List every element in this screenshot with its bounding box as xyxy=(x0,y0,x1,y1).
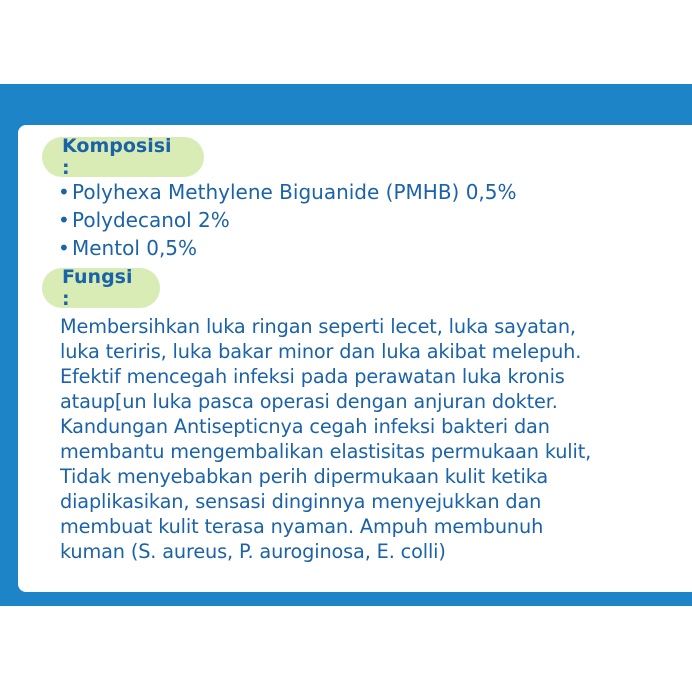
list-item xyxy=(58,206,517,234)
paragraph-line: Membersihkan luka ringan seperti lecet, luka sayatan, xyxy=(60,315,576,338)
list-item-text: Polyhexa Methylene Biguanide (PMHB) 0,5% xyxy=(72,180,517,204)
list-item-text: Polydecanol 2% xyxy=(72,208,230,232)
list-item-text: Mentol 0,5% xyxy=(72,236,198,260)
bullet-icon: • xyxy=(58,208,70,232)
bullet-icon: • xyxy=(58,236,70,260)
paragraph-line: luka teriris, luka bakar minor dan luka akibat melepuh. xyxy=(60,340,582,363)
list-item xyxy=(58,234,517,262)
paragraph-line: ataup[un luka pasca operasi dengan anjuran dokter. xyxy=(60,390,558,413)
paragraph-line: diaplikasikan, sensasi dinginnya menyejukkan dan xyxy=(60,490,542,513)
paragraph-line: Efektif mencegah infeksi pada perawatan luka kronis xyxy=(60,365,565,388)
paragraph-line: kuman (S. aureus, P. auroginosa, E. colli) xyxy=(60,540,446,563)
bullet-icon: • xyxy=(58,180,70,204)
fungsi-heading: Fungsi : xyxy=(42,268,160,308)
paragraph-line: membuat kulit terasa nyaman. Ampuh membunuh xyxy=(60,515,544,538)
paragraph-line: Tidak menyebabkan perih dipermukaan kulit ketika xyxy=(60,465,549,488)
fungsi-paragraph xyxy=(60,314,680,564)
komposisi-heading: Komposisi : xyxy=(42,137,204,177)
paragraph-line: Kandungan Antisepticnya cegah infeksi bakteri dan xyxy=(60,415,550,438)
list-item xyxy=(58,178,517,206)
paragraph-line: membantu mengembalikan elastisitas permukaan kulit, xyxy=(60,440,592,463)
komposisi-list xyxy=(58,178,517,262)
